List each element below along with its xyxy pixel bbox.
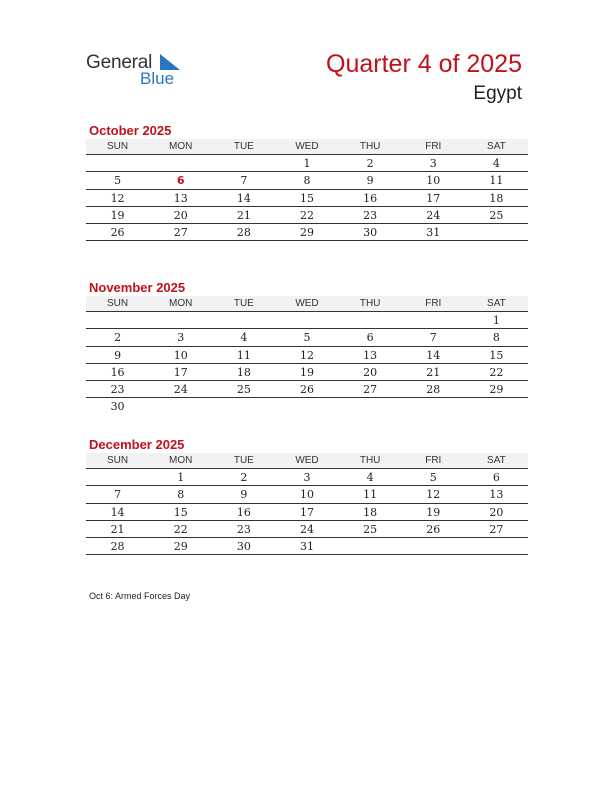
day-cell: 11: [489, 174, 504, 188]
weekday-label: SUN: [107, 455, 129, 466]
day-cell: 15: [489, 348, 504, 362]
day-cell: 23: [363, 208, 378, 222]
day-cell: 1: [492, 314, 500, 327]
week-row: [86, 364, 528, 381]
day-cell: 25: [489, 208, 504, 222]
day-cell: 21: [426, 365, 441, 379]
day-cell: 11: [363, 488, 378, 502]
weekday-label: THU: [359, 455, 381, 466]
week-row: [86, 538, 528, 555]
day-cell: 19: [299, 365, 314, 379]
day-cell: [212, 398, 275, 415]
day-cell: 20: [489, 505, 504, 519]
day-cell: 5: [429, 471, 437, 484]
month-title: December 2025: [89, 437, 185, 452]
day-cell: 2: [240, 471, 248, 484]
day-cell: [465, 538, 528, 554]
weekday-label: SAT: [487, 141, 506, 152]
weekday-label: WED: [295, 455, 319, 466]
day-cell: [86, 312, 149, 328]
day-cell: 20: [173, 208, 188, 222]
day-cell: [402, 312, 465, 328]
day-cell: 5: [303, 331, 311, 345]
day-cell: 28: [236, 226, 251, 240]
weekday-label: WED: [295, 141, 319, 152]
day-cell: 31: [426, 226, 441, 240]
day-cell: 7: [114, 488, 122, 502]
day-cell: 12: [110, 191, 125, 205]
logo-text-general: General: [86, 52, 153, 73]
day-cell: [339, 398, 402, 415]
weekday-label: THU: [359, 141, 381, 152]
week-row: [86, 329, 528, 346]
day-cell: 12: [299, 348, 314, 362]
week-row: [86, 381, 528, 398]
day-cell: 14: [110, 505, 125, 519]
weekday-label: MON: [169, 455, 193, 466]
day-cell: 4: [492, 157, 500, 170]
day-cell: 28: [426, 383, 441, 397]
day-cell: [465, 224, 528, 240]
day-cell: 7: [240, 174, 248, 188]
day-cell: 24: [426, 208, 441, 222]
day-cell: 8: [303, 174, 311, 188]
day-cell: 27: [173, 226, 188, 240]
day-cell: 26: [299, 383, 314, 397]
weekday-label: SAT: [487, 298, 506, 309]
day-cell: [212, 155, 275, 171]
day-cell: 17: [299, 505, 314, 519]
day-cell: 14: [236, 191, 251, 205]
day-cell: 3: [177, 331, 185, 345]
weekday-label: SUN: [107, 298, 129, 309]
calendar-october: [86, 122, 528, 241]
day-cell: [149, 155, 212, 171]
weekday-label: SAT: [487, 455, 506, 466]
day-cell: [275, 312, 338, 328]
month-title: November 2025: [89, 280, 186, 295]
day-cell: [402, 538, 465, 554]
day-cell: 23: [236, 522, 251, 536]
holiday-note: Oct 6: Armed Forces Day: [89, 591, 191, 601]
day-cell: 9: [240, 488, 248, 502]
day-cell: 16: [110, 365, 125, 379]
weekday-header: [86, 453, 528, 469]
day-cell: 27: [489, 522, 504, 536]
day-cell: 19: [426, 505, 441, 519]
day-cell: [86, 155, 149, 171]
day-cell: 28: [110, 540, 125, 554]
week-row: [86, 172, 528, 189]
weekday-label: FRI: [425, 141, 442, 152]
holiday-notes: [89, 591, 190, 601]
day-cell: 4: [240, 331, 248, 345]
generalblue-logo: [86, 52, 196, 92]
day-cell: 15: [173, 505, 188, 519]
weekday-label: TUE: [233, 455, 254, 466]
day-cell: 9: [114, 348, 122, 362]
day-cell: 21: [110, 522, 125, 536]
day-cell: [402, 398, 465, 415]
weekday-label: FRI: [425, 298, 442, 309]
weekday-label: MON: [169, 298, 193, 309]
week-row: [86, 521, 528, 538]
day-cell: 5: [114, 174, 122, 188]
day-cell: 22: [489, 365, 504, 379]
day-cell: 16: [236, 505, 251, 519]
day-cell: [465, 398, 528, 415]
day-cell: 25: [363, 522, 378, 536]
week-row: [86, 486, 528, 503]
day-cell: 24: [299, 522, 314, 536]
day-cell: 3: [429, 157, 437, 170]
weekday-label: MON: [169, 141, 193, 152]
day-cell: 26: [426, 522, 441, 536]
week-row: [86, 224, 528, 241]
day-cell: 2: [114, 331, 122, 345]
week-row: [86, 312, 528, 329]
week-row: [86, 398, 528, 415]
day-cell: 29: [173, 540, 188, 554]
week-row: [86, 207, 528, 224]
day-cell: 21: [236, 208, 251, 222]
country-name: Egypt: [473, 83, 522, 104]
day-cell: 10: [426, 174, 441, 188]
day-cell: 9: [366, 174, 374, 188]
day-cell: 4: [366, 471, 374, 484]
week-row: [86, 347, 528, 364]
day-cell: 6: [492, 471, 500, 484]
day-cell: 8: [177, 488, 185, 502]
day-cell: 18: [363, 505, 378, 519]
day-cell: 15: [299, 191, 314, 205]
day-cell: 10: [173, 348, 188, 362]
weekday-label: WED: [295, 298, 319, 309]
day-cell: 17: [426, 191, 441, 205]
day-cell: 3: [303, 471, 311, 484]
day-cell: [149, 312, 212, 328]
day-cell: 11: [236, 348, 251, 362]
day-cell: 20: [363, 365, 378, 379]
day-cell: 26: [110, 226, 125, 240]
day-cell: [86, 469, 149, 485]
weekday-label: SUN: [107, 141, 129, 152]
day-cell: 30: [363, 226, 378, 240]
weekday-label: TUE: [233, 298, 254, 309]
day-cell: [149, 398, 212, 415]
page-title: Quarter 4 of 2025: [326, 50, 522, 78]
day-cell: [339, 312, 402, 328]
day-cell: 25: [236, 383, 251, 397]
day-cell: 1: [177, 471, 185, 484]
week-row: [86, 190, 528, 207]
day-cell: 13: [173, 191, 188, 205]
day-cell: 19: [110, 208, 125, 222]
day-cell: 6: [366, 331, 374, 345]
day-cell: 13: [363, 348, 378, 362]
day-cell: 24: [173, 383, 188, 397]
day-cell: 13: [489, 488, 504, 502]
week-row: [86, 469, 528, 486]
day-cell: 14: [426, 348, 441, 362]
day-cell: 29: [489, 383, 504, 397]
day-cell: 22: [173, 522, 188, 536]
day-cell: 18: [489, 191, 504, 205]
day-cell: 2: [366, 157, 374, 170]
day-cell: 16: [363, 191, 378, 205]
day-cell: 17: [173, 365, 188, 379]
day-cell: 7: [429, 331, 437, 345]
day-cell: 1: [303, 157, 311, 170]
day-cell: 31: [299, 540, 314, 554]
day-cell: 30: [110, 400, 125, 414]
holiday-day-cell: 6: [176, 174, 185, 188]
day-cell: 23: [110, 383, 125, 397]
calendar-december: [86, 436, 528, 555]
day-cell: [339, 538, 402, 554]
weekday-header: [86, 139, 528, 155]
day-cell: 12: [426, 488, 441, 502]
day-cell: 22: [299, 208, 314, 222]
weekday-header: [86, 296, 528, 312]
day-cell: [275, 398, 338, 415]
weekday-label: FRI: [425, 455, 442, 466]
calendar-november: [86, 279, 528, 416]
day-cell: [212, 312, 275, 328]
week-row: [86, 155, 528, 172]
day-cell: 8: [492, 331, 500, 345]
day-cell: 29: [299, 226, 314, 240]
weekday-label: TUE: [233, 141, 254, 152]
weekday-label: THU: [359, 298, 381, 309]
day-cell: 10: [299, 488, 314, 502]
month-title: October 2025: [89, 123, 172, 138]
week-row: [86, 504, 528, 521]
day-cell: 30: [236, 540, 251, 554]
day-cell: 27: [363, 383, 378, 397]
day-cell: 18: [236, 365, 251, 379]
logo-text-blue: Blue: [140, 69, 175, 88]
